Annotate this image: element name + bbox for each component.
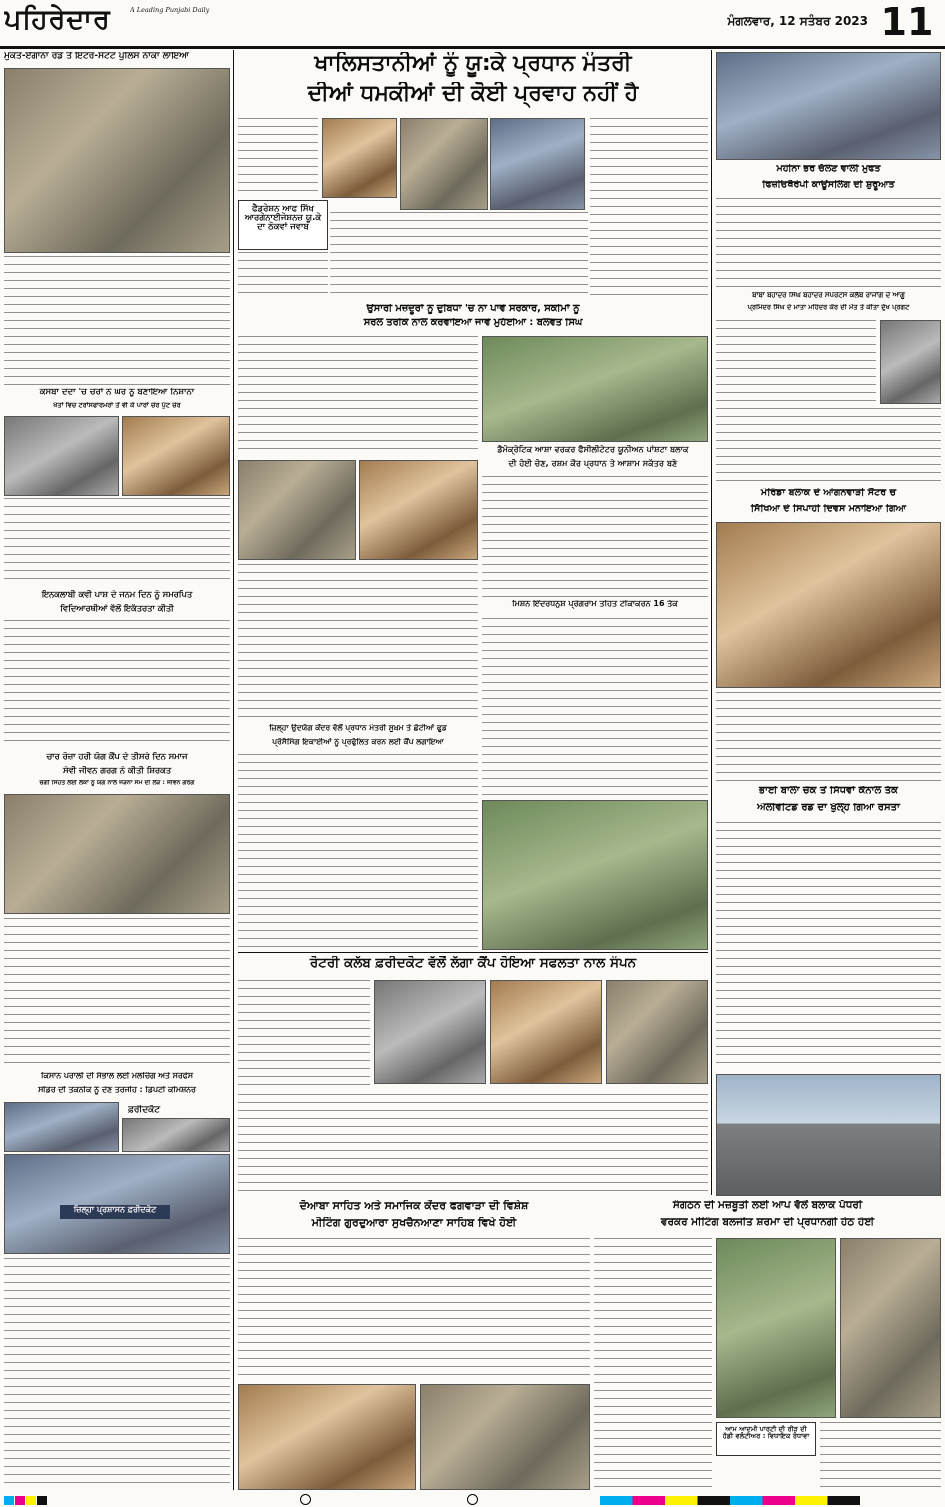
rotary-photo-1 — [374, 980, 486, 1084]
food-headline-2: ਪ੍ਰੋਸੈਸਿੰਗ ਇਕਾਈਆਂ ਨੂੰ ਪ੍ਰਫੁੱਲਿਤ ਕਰਨ ਲਈ ਕੈਂਪ ਲਗਾਇਆ — [272, 738, 444, 746]
masthead-date: ਮੰਗਲਵਾਰ, 12 ਸਤੰਬਰ 2023 — [727, 14, 868, 28]
bhai-bala-body — [716, 822, 941, 1070]
mission-body — [482, 618, 708, 796]
khalistan-subhead: ਫੈਡਰੇਸ਼ਨ ਆਫ ਸਿੱਖ ਆਰਗੇਨਾਈਜੇਸ਼ਨਜ਼ ਯੂ.ਕੇ ਦਾ ਠੋਕਵਾਂ ਜਵਾਬ — [238, 200, 328, 250]
workers-body — [238, 336, 478, 456]
rotary-photo-2 — [490, 980, 602, 1084]
parali-photo-3 — [4, 1154, 230, 1254]
khalistan-photo-2 — [400, 118, 488, 210]
police-naka-body — [4, 256, 230, 386]
swatch-yellow — [26, 1496, 36, 1505]
registration-mark-center — [467, 1494, 478, 1505]
khalistan-photo-3 — [490, 118, 585, 210]
aap-body — [594, 1238, 712, 1488]
bhai-bala-photo — [716, 1074, 941, 1196]
baba-club-photo — [880, 320, 941, 404]
faridkot-label: ਫ਼ਰੀਦਕੋਟ — [128, 1105, 161, 1115]
asha-body — [482, 476, 708, 598]
rotary-headline: ਰੋਟਰੀ ਕਲੱਬ ਫ਼ਰੀਦਕੋਟ ਵੱਲੋਂ ਲੱਗਾ ਕੈਂਪ ਹੋਇਆ ਸਫਲਤਾ ਨਾਲ ਸੰਪਨ — [309, 956, 637, 971]
baba-club-body-2 — [716, 408, 941, 484]
yoga-headline-2: ਸੇਵੀ ਜੀਵਨ ਗਰਗ ਨੇ ਕੀਤੀ ਸ਼ਿਰਕਤ — [62, 766, 172, 775]
police-naka-headline: ਮੁਕਤ-ਏਂਗਾਨਾ ਰੋਡ ਤੇ ਇਟਰ-ਸਟਟ ਪੁਲਿਸ ਨਾਕਾ ਲਾਇਆ — [4, 52, 189, 61]
aap-photo-1 — [716, 1238, 836, 1418]
masthead-divider — [0, 46, 945, 49]
bhai-bala-headline-1: ਭਾਈ ਬਾਲਾ ਚੌਕ ਤੋਂ ਸਿੱਧਵਾਂ ਕੈਨਾਲ ਤੱਕ — [758, 786, 899, 796]
physio-headline-2: ਫਿਜ਼ੀਓਥੈਰੇਪੀ ਕਾਊਂਸਲਿੰਗ ਦੀ ਸ਼ੁਰੂਆਤ — [762, 180, 895, 190]
inklabi-headline-2: ਵਿਦਿਆਰਥੀਆਂ ਵੱਲੋਂ ਇਕੱਤਰਤਾ ਕੀਤੀ — [60, 604, 174, 613]
theft-photo-2 — [122, 416, 230, 496]
khalistan-body-1 — [238, 118, 318, 198]
workers-body-2 — [238, 564, 478, 624]
masthead — [0, 0, 945, 48]
khalistan-photo-1 — [322, 118, 397, 198]
doaba-body — [238, 1238, 590, 1378]
khalistan-body-2 — [590, 118, 708, 298]
theft-subhead: ਖੇਤਾਂ ਵਿਚ ਟਰਾਂਸਫਾਰਮਰਾਂ ਤੋਂ ਵੀ ਕੇ ਪਾਰਾਂ ਚੋਰ ਪੁੱਟ ਚੋਰ — [53, 402, 181, 409]
doaba-headline-2: ਮੀਟਿੰਗ ਗੁਰਦੁਆਰਾ ਸੁਖਚੈਨਆਣਾ ਸਾਹਿਬ ਵਿਖੇ ਹੋਈ — [311, 1217, 517, 1229]
workers-headline-1: ਉਸਾਰੀ ਮਜ਼ਦੂਰਾਂ ਨੂੰ ਦੁਬਿਧਾ 'ਚ ਨਾ ਪਾਵੇ ਸਰਕਾਰ, ਸਕੀਮਾਂ ਨੂੰ — [366, 304, 580, 314]
physio-body — [716, 198, 941, 288]
physio-headline-1: ਮਹੀਨਾ ਭਰ ਚੱਲਣ ਵਾਲੀ ਮੁਫਤ — [776, 164, 881, 174]
parali-body — [4, 1258, 230, 1486]
anganwadi-body — [716, 692, 941, 782]
theft-body — [4, 498, 230, 584]
mission-photo — [482, 800, 708, 950]
masthead-title: ਪਹਿਰੇਦਾਰ — [4, 4, 111, 35]
theft-headline: ਕਸਬਾ ਦੋਦਾ 'ਚ ਚੋਰਾਂ ਨੇ ਘਰ ਨੂੰ ਬਣਾਇਆ ਨਿਸ਼ਾਨਾ — [39, 388, 195, 397]
aap-body-2 — [820, 1422, 941, 1488]
food-body — [238, 754, 478, 950]
col-divider-1 — [233, 50, 234, 1490]
anganwadi-headline-1: ਮੋਰਿੰਡਾ ਬਲਾਕ ਦੇ ਆਂਗਨਵਾੜੀ ਸੈਂਟਰ ਚ — [760, 488, 897, 498]
yoga-photo — [4, 794, 230, 914]
khalistan-headline-2: ਦੀਆਂ ਧਮਕੀਆਂ ਦੀ ਕੋਈ ਪ੍ਰਵਾਹ ਨਹੀਂ ਹੈ — [307, 82, 639, 106]
district-admin-sign: ਜ਼ਿਲ੍ਹਾ ਪ੍ਰਸ਼ਾਸਨ ਫ਼ਰੀਦਕੋਟ — [60, 1205, 170, 1219]
swatch-cyan — [4, 1496, 14, 1505]
yoga-subhead: ਚੰਗੀ ਸਿਹਤ ਲਈ ਲੋਕਾਂ ਨੂੰ ਯੋਗ ਨਾਲ ਜੋੜਨਾ ਸਮੇਂ ਦੀ ਲੋੜ : ਜੀਵਨ ਗਰਗ — [39, 780, 195, 786]
khalistan-body-4 — [238, 252, 328, 300]
col-divider-2 — [711, 50, 712, 1195]
rotary-top-rule — [238, 952, 708, 953]
mission-headline: ਮਿਸ਼ਨ ਇੰਦਰਧਨੁਸ਼ ਪ੍ਰੋਗਰਾਮ ਤਹਿਤ ਟੀਕਾਕਰਨ 16 ਤੱਕ — [512, 600, 678, 608]
inklabi-body — [4, 620, 230, 748]
workers-headline-2: ਸਰਲ ਤਰੀਕੇ ਨਾਲ ਕਰਵਾਇਆ ਜਾਵੇ ਮੁਹੱਈਆ : ਬਲਵੰਤ ਸਿੰਘ — [363, 318, 583, 328]
doaba-headline-1: ਦੋਆਬਾ ਸਾਹਿਤ ਅਤੇ ਸਮਾਜਿਕ ਕੇਂਦਰ ਫਗਵਾੜਾ ਦੀ ਵਿਸ਼ੇਸ਼ — [299, 1200, 529, 1212]
aap-caption: ਆਮ ਆਦਮੀ ਪਾਰਟੀ ਦੀ ਰੀੜ ਦੀ ਹੱਡੀ ਵਲੰਟੀਅਰ : ਵਿਧਾਇਕ ਰੰਧਾਵਾ — [716, 1422, 816, 1456]
asha-photo — [482, 336, 708, 442]
swatch-black — [37, 1496, 47, 1505]
workers-photo-2 — [359, 460, 478, 560]
rotary-body-2 — [238, 1094, 708, 1194]
theft-photo-1 — [4, 416, 119, 496]
parali-headline-1: ਕਿਸਾਨ ਪਰਾਲੀ ਦੀ ਸੰਭਾਲ ਲਈ ਮਲਚਿੰਗ ਅਤੇ ਸਰਫੇਸ — [41, 1072, 193, 1080]
asha-headline-1: ਡੈਮੋਕ੍ਰੇਟਿਕ ਆਸ਼ਾ ਵਰਕਰ ਫੈਸੀਲੀਟੇਟਰ ਯੂਨੀਅਨ ਪਾਂਸ਼ਟਾ ਬਲਾਕ — [497, 445, 689, 454]
inklabi-headline-1: ਇਨਕਲਾਬੀ ਕਵੀ ਪਾਸ਼ ਦੇ ਜਨਮ ਦਿਨ ਨੂੰ ਸਮਰਪਿਤ — [41, 590, 193, 599]
rotary-photo-3 — [606, 980, 708, 1084]
aap-photo-2 — [840, 1238, 941, 1418]
bhai-bala-headline-2: ਐਲੀਵੇਟਿਡ ਰੋਡ ਦਾ ਖੁੱਲ੍ਹ ਗਿਆ ਰਸਤਾ — [757, 803, 900, 813]
parali-photo-2 — [122, 1118, 230, 1152]
anganwadi-headline-2: ਸਿੱਖਿਆ ਦੇ ਸਿਪਾਹੀ ਦਿਵਸ ਮਨਾਇਆ ਗਿਆ — [750, 504, 907, 514]
food-headline-1: ਜ਼ਿਲ੍ਹਾ ਉਦਯੋਗ ਕੇਂਦਰ ਵੱਲੋਂ ਪ੍ਰਧਾਨ ਮੰਤਰੀ ਸੂਖ਼ਮ ਤੇ ਛੋਟੀਆਂ ਫੂਡ — [269, 724, 447, 732]
registration-mark-left — [300, 1494, 311, 1505]
khalistan-headline-1: ਖਾਲਿਸਤਾਨੀਆਂ ਨੂੰ ਯੂ:ਕੇ ਪ੍ਰਧਾਨ ਮੰਤਰੀ — [314, 52, 632, 76]
print-color-bar — [0, 1493, 945, 1507]
aap-headline-1: ਸੰਗਠਨ ਦੀ ਮਜ਼ਬੂਤੀ ਲਈ ਆਪ ਵੱਲੋਂ ਬਲਾਕ ਪੱਧਰੀ — [672, 1200, 863, 1211]
physio-photo — [716, 52, 941, 160]
baba-club-headline-2: ਪ੍ਰਮਿੰਦਰ ਸਿੰਘ ਦੇ ਮਾਤਾ ਮਹਿੰਦਰ ਕੌਰ ਦੀ ਮੌਤ ਤੇ ਕੀਤਾ ਦੁੱਖ ਪ੍ਰਗਟ — [747, 304, 910, 311]
khalistan-body-3 — [330, 212, 588, 300]
yoga-headline-1: ਚਾਰ ਰੋਜ਼ਾ ਹਰੀ ਯੋਗ ਕੈਂਪ ਦੇ ਤੀਸਰੇ ਦਿਨ ਸਮਾਜ — [46, 752, 188, 761]
workers-photo-1 — [238, 460, 356, 560]
baba-club-headline-1: ਬਾਬਾ ਬਹਾਦਰ ਸਿੰਘ ਬਹਾਦਰ ਸਪੋਰਟਸ ਕਲੱਬ ਰਾਜਾਂਗ ਦੇ ਆਗੂ — [752, 292, 905, 299]
parali-headline-2: ਸੀਡਰ ਦੀ ਤਕਨੀਕ ਨੂੰ ਦੇਣ ਤਰਜੀਹ : ਡਿਪਟੀ ਕਮਿਸ਼ਨਰ — [38, 1086, 196, 1094]
page-number: 11 — [880, 0, 934, 44]
doaba-photo-1 — [238, 1384, 416, 1490]
swatch-magenta — [15, 1496, 25, 1505]
food-intro-body — [238, 628, 478, 720]
yoga-body — [4, 918, 230, 1068]
rotary-body-1 — [238, 980, 370, 1090]
aap-headline-2: ਵਰਕਰ ਮੀਟਿੰਗ ਬਲਜੀਤ ਸ਼ਰਮਾ ਦੀ ਪ੍ਰਧਾਨਗੀ ਹੇਠ ਹੋਈ — [660, 1217, 875, 1228]
parali-photo-1 — [4, 1102, 119, 1152]
police-naka-photo — [4, 68, 230, 253]
masthead-tagline: A Leading Punjabi Daily — [130, 6, 210, 14]
anganwadi-photo — [716, 522, 941, 688]
swatch-right — [600, 1496, 860, 1505]
asha-headline-2: ਦੀ ਹੋਈ ਚੋਣ, ਰਸ਼ਮ ਕੌਰ ਪ੍ਰਧਾਨ ਤੇ ਆਸ਼ਾਮ ਸਕੱਤਰ ਬਣੇ — [508, 459, 678, 468]
baba-club-body — [716, 320, 876, 404]
doaba-photo-2 — [420, 1384, 590, 1490]
